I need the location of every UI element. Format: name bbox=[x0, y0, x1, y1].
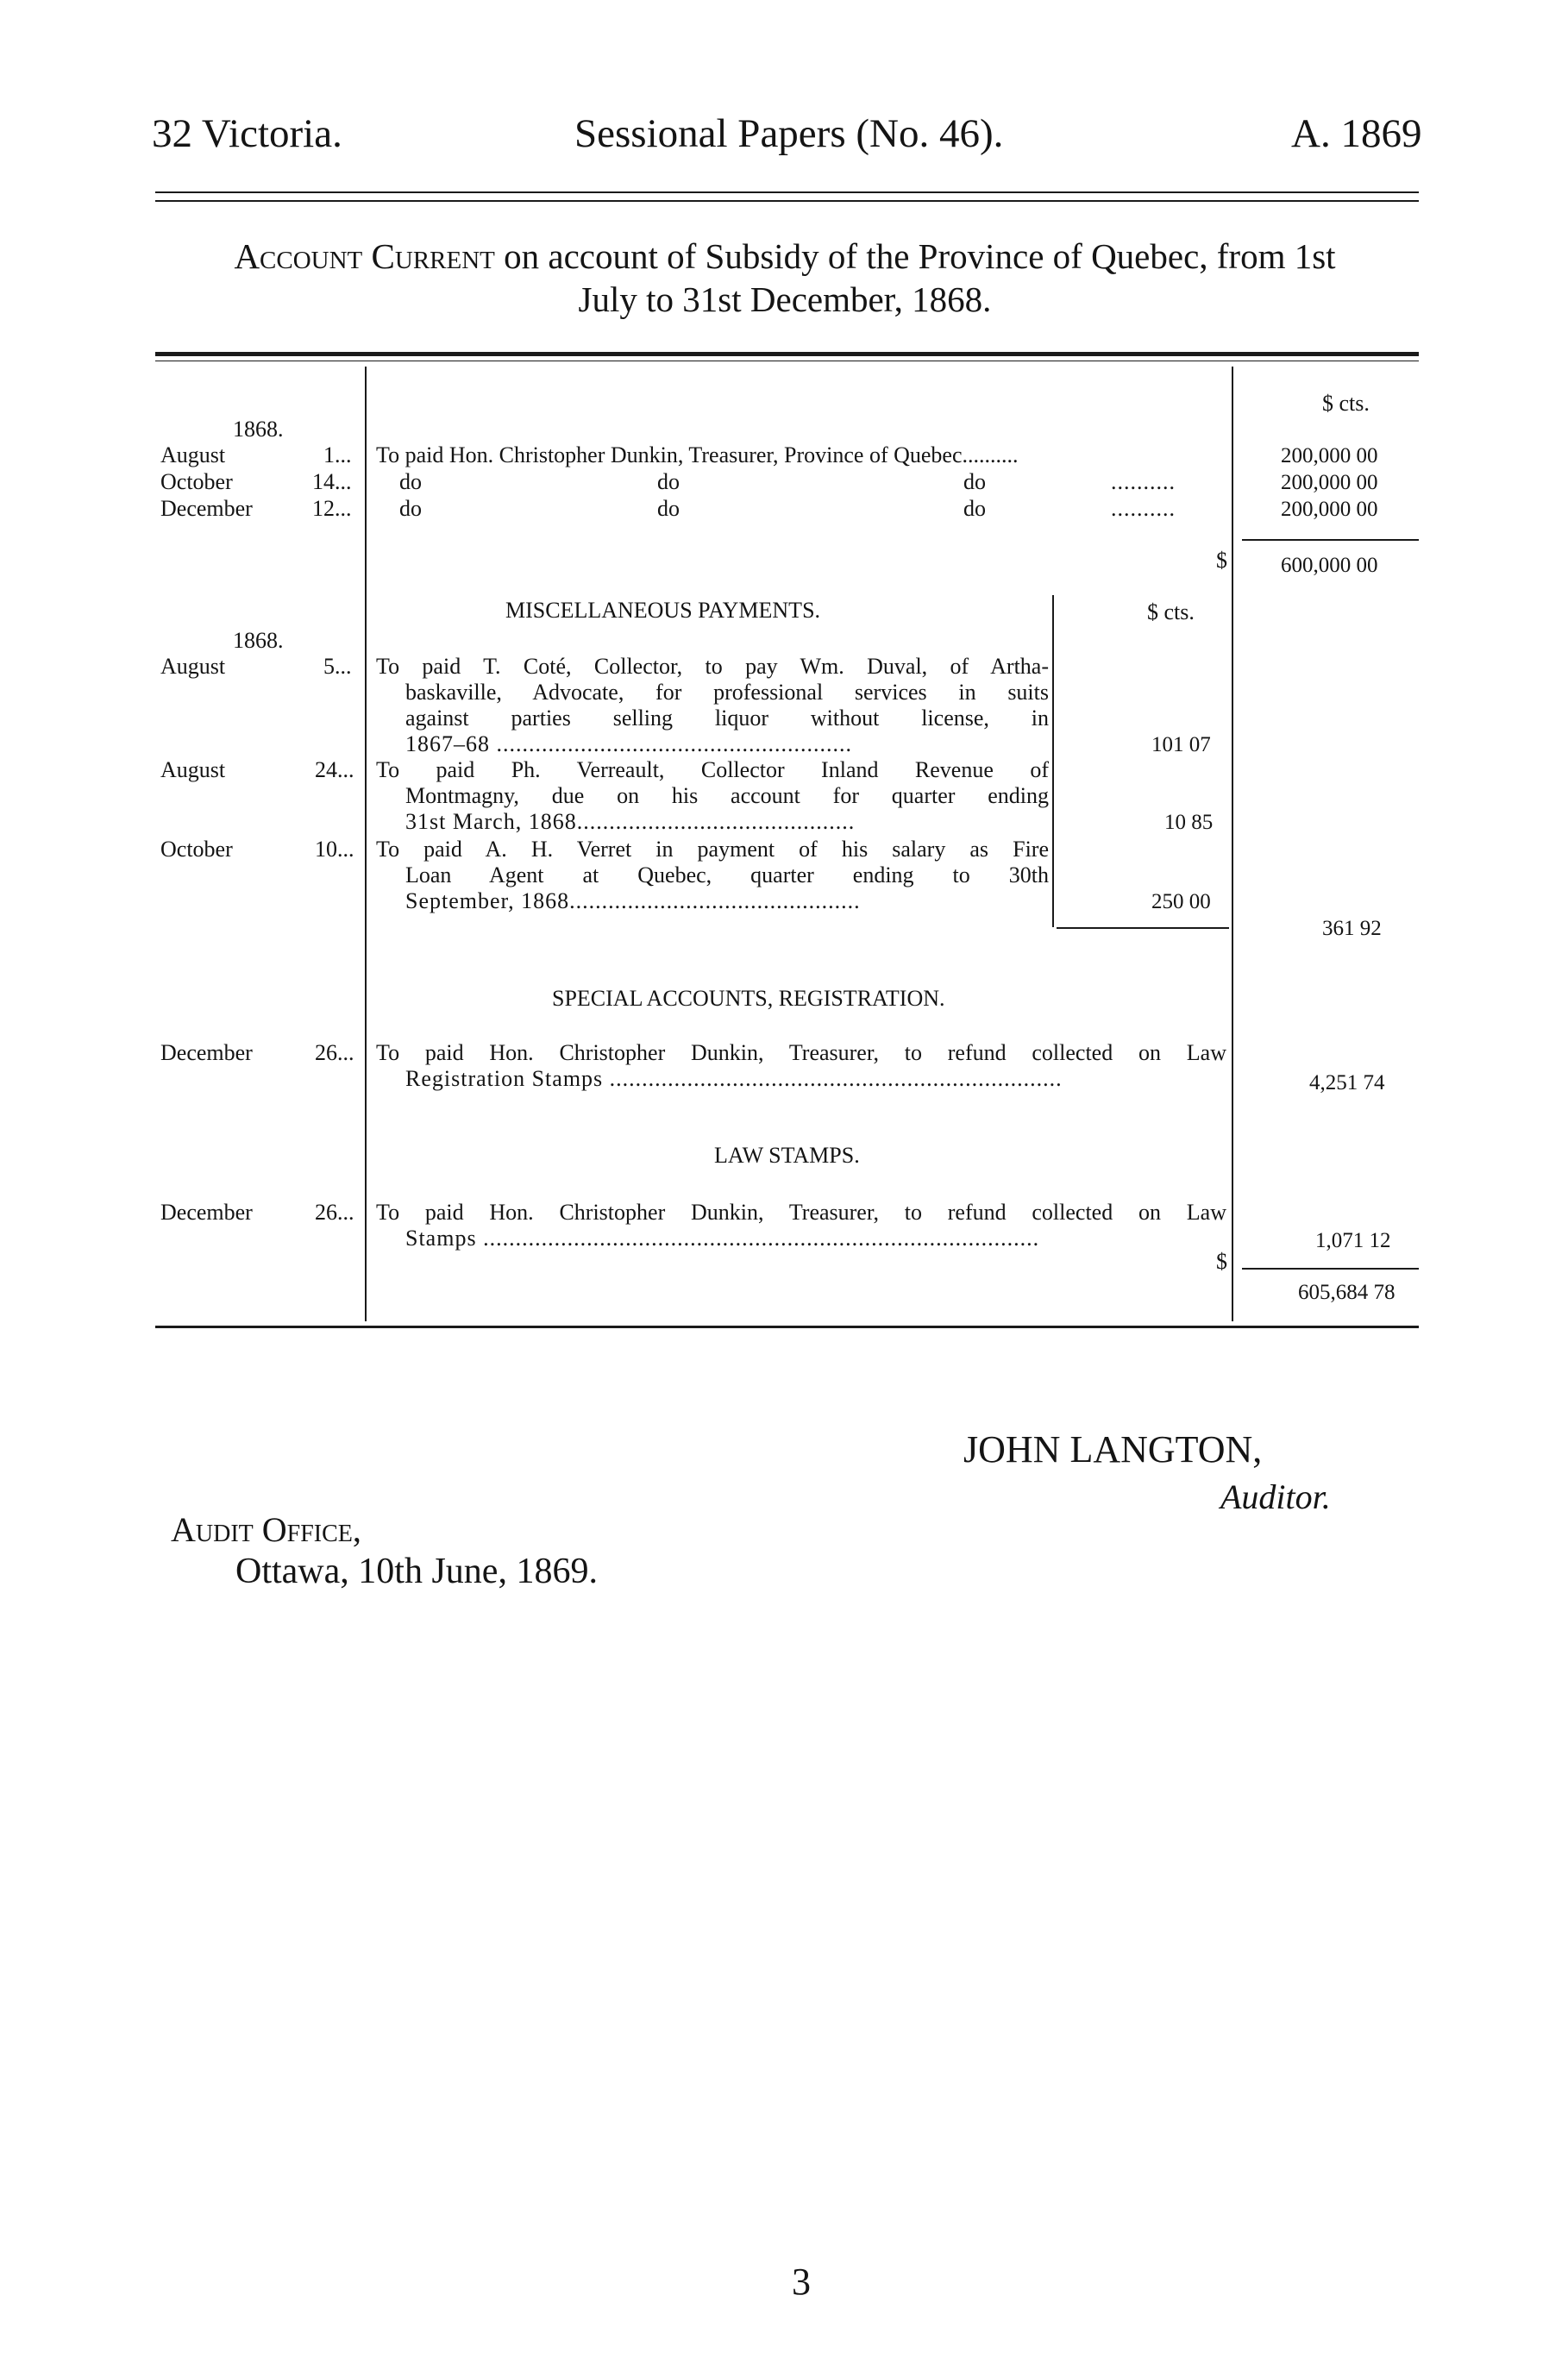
misc-total: 361 92 bbox=[1322, 917, 1382, 940]
title-account-word: Account bbox=[234, 236, 363, 276]
misc-row-2-month: August bbox=[160, 757, 226, 782]
misc-year: 1868. bbox=[233, 628, 284, 653]
misc-dollar-cents-header: $ cts. bbox=[1147, 599, 1195, 624]
misc-row-3-line-2: Loan Agent at Quebec, quarter ending to 30th bbox=[405, 862, 1049, 887]
misc-row-3-month: October bbox=[160, 837, 233, 862]
header-sessional-papers: Sessional Papers (No. 46). bbox=[574, 111, 1004, 156]
amount-column-divider bbox=[1232, 367, 1233, 1321]
office-place-date: Ottawa, 10th June, 1869. bbox=[235, 1552, 598, 1591]
misc-row-2-line-3: 31st March, 1868........................................... bbox=[405, 809, 856, 834]
header-rule-top bbox=[155, 191, 1419, 193]
table-top-rule bbox=[155, 352, 1419, 356]
subsidy-row-2-leader: .......... bbox=[1111, 469, 1176, 494]
subsidy-row-3-month: December bbox=[160, 496, 253, 521]
special-day: 26... bbox=[315, 1040, 354, 1065]
misc-row-1-amount: 101 07 bbox=[1151, 733, 1211, 756]
special-amount: 4,251 74 bbox=[1309, 1071, 1385, 1094]
title-current-word: Current bbox=[371, 236, 495, 276]
header-year: A. 1869 bbox=[1291, 111, 1422, 156]
subsidy-row-2-day: 14... bbox=[312, 469, 352, 494]
subsidy-year: 1868. bbox=[233, 417, 284, 442]
misc-row-3-amount: 250 00 bbox=[1151, 890, 1211, 913]
law-day: 26... bbox=[315, 1200, 354, 1225]
special-line-1: To paid Hon. Christopher Dunkin, Treasurer, to refund collected on Law bbox=[376, 1040, 1226, 1065]
misc-subtotal-rule bbox=[1057, 927, 1229, 929]
subsidy-row-2-month: October bbox=[160, 469, 233, 494]
title-line1-rest: on account of Subsidy of the Province of Quebec, from 1st bbox=[504, 236, 1336, 276]
subsidy-row-3-amount: 200,000 00 bbox=[1281, 498, 1378, 521]
law-line-2: Stamps ...................................................................................... bbox=[405, 1226, 1040, 1251]
header-rule-bottom bbox=[155, 200, 1419, 202]
law-line-1: To paid Hon. Christopher Dunkin, Treasurer, to refund collected on Law bbox=[376, 1200, 1226, 1225]
grand-total-rule bbox=[1242, 1268, 1419, 1270]
subsidy-row-3-ditto-1: do bbox=[399, 496, 422, 521]
subsidy-row-3-ditto-3: do bbox=[963, 496, 986, 521]
subsidy-row-1-month: August bbox=[160, 442, 226, 467]
subsidy-row-1-text: To paid Hon. Christopher Dunkin, Treasurer, Province of Quebec.......... bbox=[376, 442, 1019, 467]
page-number: 3 bbox=[792, 2261, 811, 2303]
subsidy-row-3-leader: .......... bbox=[1111, 496, 1176, 521]
misc-row-3-line-3: September, 1868............................................. bbox=[405, 888, 861, 913]
special-month: December bbox=[160, 1040, 253, 1065]
misc-row-2-line-1: To paid Ph. Verreault, Collector Inland Revenue of bbox=[376, 757, 1049, 782]
dollar-cents-header: $ cts. bbox=[1322, 391, 1370, 416]
misc-subcolumn-divider bbox=[1052, 595, 1054, 927]
document-title-line1 bbox=[155, 235, 1414, 279]
office-office-word: Office, bbox=[261, 1510, 361, 1549]
misc-row-1-line-3: against parties selling liquor without license, in bbox=[405, 706, 1049, 731]
special-heading: SPECIAL ACCOUNTS, REGISTRATION. bbox=[552, 986, 945, 1011]
misc-row-2-amount: 10 85 bbox=[1164, 811, 1214, 834]
date-column-divider bbox=[365, 367, 367, 1321]
law-heading: LAW STAMPS. bbox=[714, 1143, 860, 1168]
misc-row-1-line-1: To paid T. Coté, Collector, to pay Wm. Duval, of Artha- bbox=[376, 654, 1049, 679]
subsidy-row-2-ditto-3: do bbox=[963, 469, 986, 494]
subsidy-row-3-day: 12... bbox=[312, 496, 352, 521]
misc-row-2-line-2: Montmagny, due on his account for quarter ending bbox=[405, 783, 1049, 808]
office-audit-word: Audit bbox=[171, 1510, 254, 1549]
subsidy-total-dollar: $ bbox=[1216, 548, 1227, 573]
law-month: December bbox=[160, 1200, 253, 1225]
office-line-1 bbox=[171, 1509, 361, 1550]
subsidy-total: 600,000 00 bbox=[1281, 554, 1378, 577]
misc-heading: MISCELLANEOUS PAYMENTS. bbox=[505, 598, 821, 623]
subsidy-row-1-amount: 200,000 00 bbox=[1281, 444, 1378, 467]
auditor-name: JOHN LANGTON, bbox=[963, 1428, 1263, 1471]
table-bottom-rule bbox=[155, 1326, 1419, 1328]
subsidy-row-2-ditto-1: do bbox=[399, 469, 422, 494]
law-amount: 1,071 12 bbox=[1315, 1229, 1391, 1252]
header-volume: 32 Victoria. bbox=[152, 111, 342, 156]
auditor-title: Auditor. bbox=[1220, 1477, 1331, 1516]
misc-row-1-month: August bbox=[160, 654, 226, 679]
misc-row-1-line-4: 1867–68 ....................................................... bbox=[405, 731, 852, 756]
subsidy-row-2-ditto-2: do bbox=[657, 469, 680, 494]
document-title-line2: July to 31st December, 1868. bbox=[578, 279, 992, 319]
misc-row-3-line-1: To paid A. H. Verret in payment of his salary as Fire bbox=[376, 837, 1049, 862]
misc-row-2-day: 24... bbox=[315, 757, 354, 782]
misc-row-1-day: 5... bbox=[323, 654, 352, 679]
subsidy-row-2-amount: 200,000 00 bbox=[1281, 471, 1378, 494]
subsidy-row-3-ditto-2: do bbox=[657, 496, 680, 521]
grand-total-dollar: $ bbox=[1216, 1249, 1227, 1274]
subsidy-total-rule bbox=[1242, 539, 1419, 541]
grand-total: 605,684 78 bbox=[1298, 1281, 1396, 1304]
special-line-2: Registration Stamps ...................................................................... bbox=[405, 1066, 1063, 1091]
subsidy-row-1-day: 1... bbox=[323, 442, 352, 467]
misc-row-3-day: 10... bbox=[315, 837, 354, 862]
misc-row-1-line-2: baskaville, Advocate, for professional services in suits bbox=[405, 680, 1049, 705]
